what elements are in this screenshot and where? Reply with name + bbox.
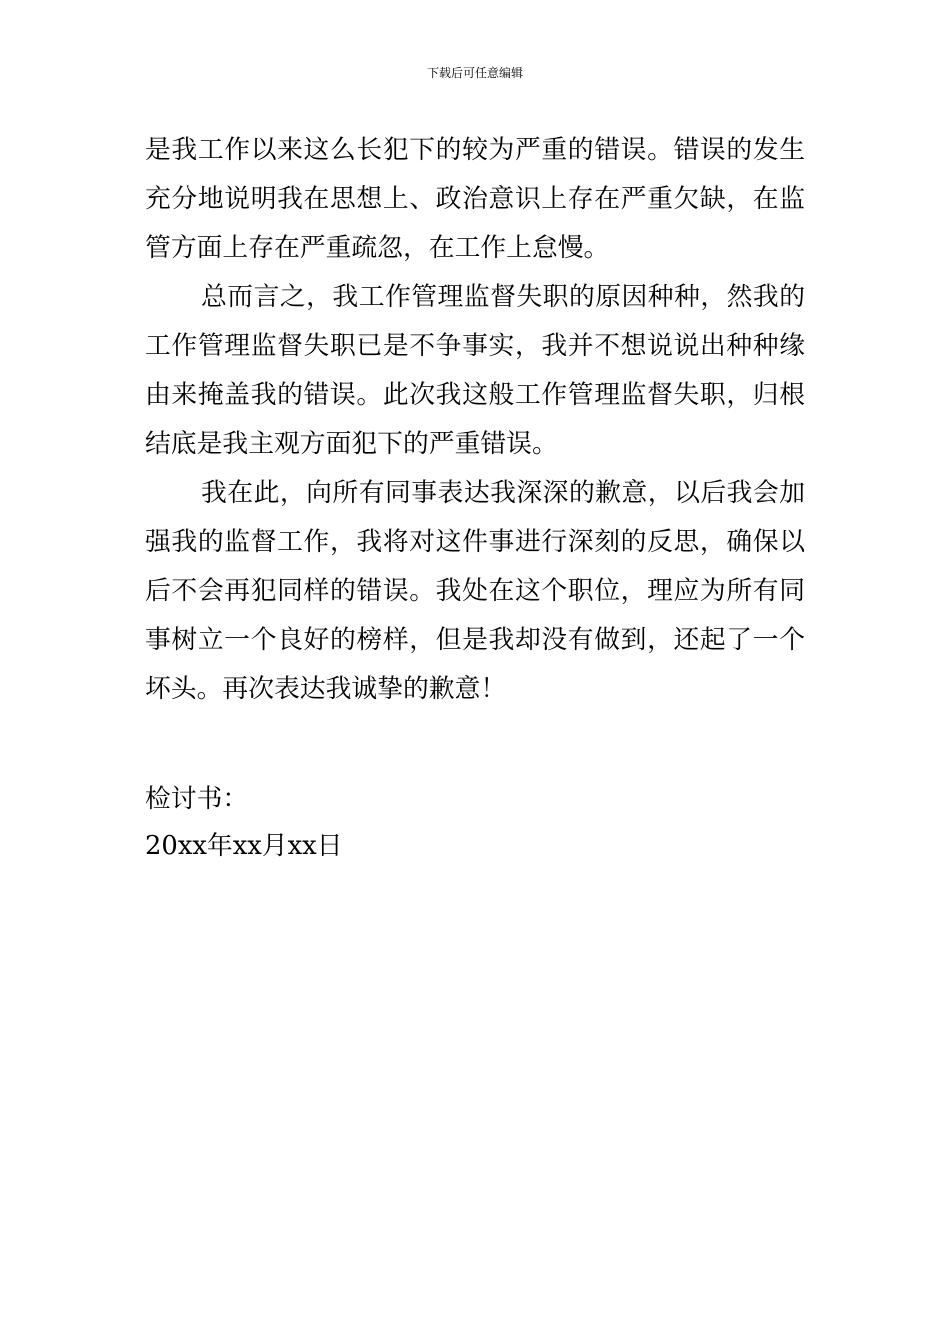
paragraph-line: 事树立一个良好的榜样，但是我却没有做到，还起了一个 — [145, 625, 805, 655]
signature-label: 检讨书： — [145, 784, 249, 814]
document-body — [145, 126, 805, 714]
signature-date: 20xx年xx月xx日 — [145, 831, 343, 861]
paragraph-line: 工作管理监督失职已是不争事实，我并不想说说出种种缘 — [145, 331, 805, 361]
paragraph-line: 我在此，向所有同事表达我深深的歉意，以后我会加 — [201, 478, 805, 508]
page-header-note: 下载后可任意编辑 — [426, 66, 523, 80]
signature-block — [145, 776, 343, 870]
paragraph-line: 结底是我主观方面犯下的严重错误。 — [145, 429, 558, 459]
paragraph-2 — [145, 273, 805, 469]
paragraph-1 — [145, 126, 805, 273]
paragraph-line: 总而言之，我工作管理监督失职的原因种种，然我的 — [201, 282, 805, 312]
paragraph-line: 是我工作以来这么长犯下的较为严重的错误。错误的发生 — [145, 135, 805, 165]
paragraph-line: 强我的监督工作，我将对这件事进行深刻的反思，确保以 — [145, 527, 805, 557]
paragraph-line: 后不会再犯同样的错误。我处在这个职位，理应为所有同 — [145, 576, 805, 606]
paragraph-line: 管方面上存在严重疏忽，在工作上怠慢。 — [145, 233, 610, 263]
paragraph-3 — [145, 469, 805, 714]
paragraph-line: 坏头。再次表达我诚挚的歉意！ — [145, 674, 507, 704]
paragraph-line: 由来掩盖我的错误。此次我这般工作管理监督失职，归根 — [145, 380, 805, 410]
paragraph-line: 充分地说明我在思想上、政治意识上存在严重欠缺，在监 — [145, 184, 805, 214]
